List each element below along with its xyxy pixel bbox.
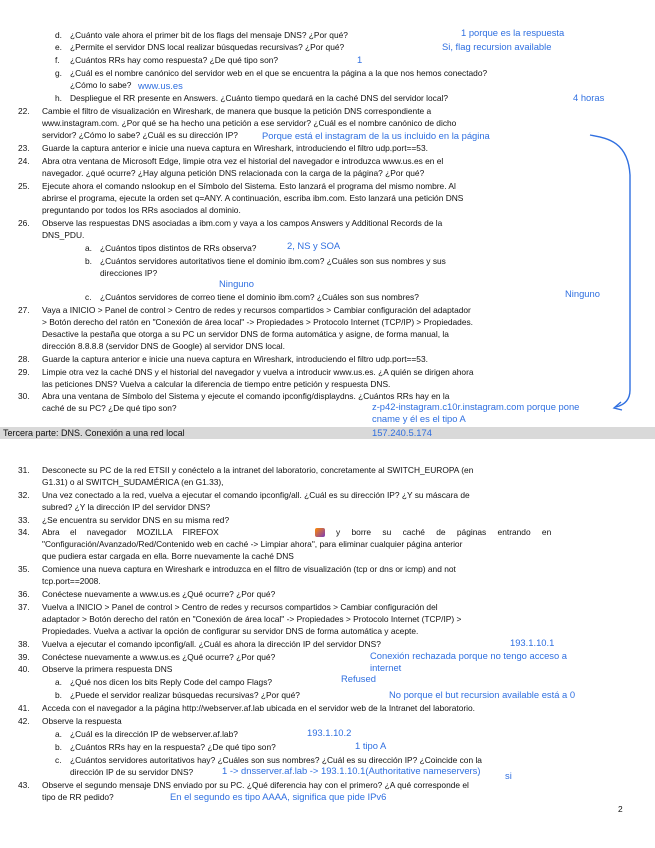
q27-line2: > Botón derecho del ratón en "Conexión de área local" -> Propiedades > Protocolo Internet (TCP/IP) > Propiedades. [42, 317, 474, 327]
q22-line3: servidor? ¿Cómo lo sabe? ¿Cuál es su dirección IP? [42, 130, 238, 140]
q42c-line1: ¿Cuántos servidores autoritativos hay? ¿Cuáles son sus nombres? ¿Cuál es su dirección IP? ¿Coincide con la [70, 755, 482, 765]
answer-q30-line2: cname y él es el tipo A [372, 413, 466, 424]
q24-line2: navegador. ¿qué ocurre? ¿Hay alguna petición DNS relacionada con la carga de la página? ¿Por qué? [42, 168, 425, 178]
answer-q39-line1: Conexión rechazada porque no tengo acceso a [370, 650, 568, 661]
q27-line1: Vaya a INICIO > Panel de control > Centro de redes y recursos compartidos > Cambiar configuración del adaptador [42, 305, 471, 315]
q32-line2: subred? ¿Y la dirección IP del servidor DNS? [42, 502, 211, 512]
q24-num: 24. [18, 156, 30, 166]
q26b-line1: ¿Cuántos servidores autoritativos tiene el dominio ibm.com? ¿Cuáles son sus nombres y sus [100, 256, 446, 266]
q43-num: 43. [18, 780, 30, 790]
q40a-label: a. [55, 677, 62, 687]
q26a-text: ¿Cuántos tipos distintos de RRs observa? [100, 243, 257, 253]
q26b-line2: direcciones IP? [100, 268, 158, 278]
q28-num: 28. [18, 354, 30, 364]
q33-text: ¿Se encuentra su servidor DNS en su misma red? [42, 515, 230, 525]
q22-line2: www.instagram.com. ¿Por qué se ha hecho una petición a ese servidor? ¿Cuál es el nombre canónico de dicho [42, 118, 457, 128]
q37-line2: adaptador > Botón derecho del ratón en "Conexión de área local" -> Propiedades > Protocolo Internet (TCP/IP) > [42, 614, 462, 624]
q28-text: Guarde la captura anterior e inicie una nueva captura en Wireshark, introduciendo el filtro udp.port==53. [42, 354, 428, 364]
q27-line4: dirección 8.8.8.8 (servidor DNS de Google) al servidor DNS local. [42, 341, 285, 351]
q42c-line2: dirección IP de su servidor DNS? [70, 767, 194, 777]
answer-h: 4 horas [573, 92, 605, 103]
answer-d: 1 porque es la respuesta [461, 27, 565, 38]
item-h-label: h. [55, 93, 62, 103]
answer-q26a: 2, NS y SOA [287, 240, 341, 251]
q37-num: 37. [18, 602, 30, 612]
q29-num: 29. [18, 367, 30, 377]
q42a-label: a. [55, 729, 62, 739]
q32-num: 32. [18, 490, 30, 500]
q40b-text: ¿Puede el servidor realizar búsquedas recursivas? ¿Por qué? [70, 690, 300, 700]
q24-line1: Abra otra ventana de Microsoft Edge, limpie otra vez el historial del navegador e introduzca www.us.es en el [42, 156, 444, 166]
q26c-label: c. [85, 292, 92, 302]
answer-q22: Porque está el instagram de la us incluido en la página [262, 130, 490, 141]
item-h-text: Despliegue el RR presente en Answers. ¿Cuánto tiempo quedará en la caché DNS del servidor local? [70, 93, 449, 103]
q40b-label: b. [55, 690, 62, 700]
q30-line2: caché de su PC? ¿De qué tipo son? [42, 403, 177, 413]
answer-g: www.us.es [138, 80, 183, 91]
q26c-text: ¿Cuántos servidores de correo tiene el dominio ibm.com? ¿Cuáles son sus nombres? [100, 292, 419, 302]
q35-line1: Comience una nueva captura en Wireshark e introduzca en el filtro de visualización (tcp or dns or icmp) and not [42, 564, 456, 574]
q26b-label: b. [85, 256, 92, 266]
answer-e: Si, flag recursion available [442, 41, 552, 52]
q29-line1: Limpie otra vez la caché DNS y el historial del navegador y vuelva a introducir www.us.es. ¿A quién se dirigen ahora [42, 367, 474, 377]
q22-line1: Cambie el filtro de visualización en Wireshark, de manera que busque la petición DNS correspondiente a [42, 106, 432, 116]
q25-line2: abrirse el programa, ejecute la orden set q=ANY. A continuación, escriba ibm.com. Esto lanzará una petición DNS [42, 193, 464, 203]
q22-num: 22. [18, 106, 30, 116]
q41-text: Acceda con el navegador a la página http://webserver.af.lab ubicada en el servidor web de la Intranet del laboratorio. [42, 703, 475, 713]
answer-q40b: No porque el but recursion available está a 0 [389, 689, 576, 700]
answer-q43: En el segundo es tipo AAAA, significa que pide IPv6 [170, 791, 387, 802]
q40-text: Observe la primera respuesta DNS [42, 664, 173, 674]
section-title: Tercera parte: DNS. Conexión a una red local [3, 428, 185, 438]
q25-line3: preguntando por todos los RRs asociados al dominio. [42, 205, 241, 215]
item-d-label: d. [55, 30, 62, 40]
q32-line1: Una vez conectado a la red, vuelva a ejecutar el comando ipconfig/all. ¿Cuál es su dirección IP? ¿Y su máscara de [42, 490, 470, 500]
item-f-text: ¿Cuántos RRs hay como respuesta? ¿De qué tipo son? [70, 55, 279, 65]
firefox-icon [315, 527, 325, 538]
q42-text: Observe la respuesta [42, 716, 122, 726]
q26-line1: Observe las respuestas DNS asociadas a ibm.com y vaya a los campos Answers y Additional Records de la [42, 218, 443, 228]
answer-q30-ip: 157.240.5.174 [372, 427, 432, 438]
q38-text: Vuelva a ejecutar el comando ipconfig/all. ¿Cuál es ahora la dirección IP del servidor DNS? [42, 639, 381, 649]
q43-line1: Observe el segundo mensaje DNS enviado por su PC. ¿Qué diferencia hay con el primero? ¿A qué corresponde el [42, 780, 469, 790]
q23-num: 23. [18, 143, 30, 153]
q26-num: 26. [18, 218, 30, 228]
q31-line1: Desconecte su PC de la red ETSII y conéctelo a la intranet del laboratorio, concretamente al SWITCH_EUROPA (en [42, 465, 474, 475]
q30-line1: Abra una ventana de Símbolo del Sistema y ejecute el comando ipconfig/displaydns. ¿Cuántos RRs hay en la [42, 391, 450, 401]
item-f-label: f. [55, 55, 60, 65]
item-e-text: ¿Permite el servidor DNS local realizar búsquedas recursivas? ¿Por qué? [70, 42, 345, 52]
q34-num: 34. [18, 527, 30, 537]
q42-num: 42. [18, 716, 30, 726]
q26-line2: DNS_PDU. [42, 230, 85, 240]
q39-text: Conéctese nuevamente a www.us.es ¿Qué ocurre? ¿Por qué? [42, 652, 276, 662]
q42a-text: ¿Cuál es la dirección IP de webserver.af.lab? [70, 729, 238, 739]
q31-line2: G1.31) o al SWITCH_SUDAMÉRICA (en G1.33), [42, 477, 224, 487]
item-g-line2: ¿Cómo lo sabe? [70, 80, 132, 90]
q42c-label: c. [55, 755, 62, 765]
item-g-label: g. [55, 68, 62, 78]
answer-q26c: Ninguno [565, 288, 600, 299]
q36-text: Conéctese nuevamente a www.us.es ¿Qué ocurre? ¿Por qué? [42, 589, 276, 599]
q39-num: 39. [18, 652, 30, 662]
item-d-text: ¿Cuánto vale ahora el primer bit de los flags del mensaje DNS? ¿Por qué? [70, 30, 348, 40]
answer-q42a: 193.1.10.2 [307, 727, 352, 738]
q40a-text: ¿Qué nos dicen los bits Reply Code del campo Flags? [70, 677, 273, 687]
answer-f: 1 [357, 54, 363, 65]
q42b-text: ¿Cuántos RRs hay en la respuesta? ¿De qué tipo son? [70, 742, 276, 752]
q33-num: 33. [18, 515, 30, 525]
q34-line1a: Abra el navegador MOZILLA FIREFOX [42, 527, 219, 537]
q31-num: 31. [18, 465, 30, 475]
item-g-line1: ¿Cuál es el nombre canónico del servidor web en el que se encuentra la página a la que nos hemos conectado? [70, 68, 488, 78]
q35-num: 35. [18, 564, 30, 574]
q38-num: 38. [18, 639, 30, 649]
answer-q42c-si: si [505, 770, 512, 781]
q27-line3: Desactive la pestaña que otorga a su PC un servidor DNS de forma automática y asigne, de forma manual, la [42, 329, 449, 339]
q27-num: 27. [18, 305, 30, 315]
answer-q26b: Ninguno [219, 278, 254, 289]
answer-q39-line2: internet [370, 662, 402, 673]
q34-line3: que pudiera estar cargada en ella. Borre nuevamente la caché DNS [42, 551, 294, 561]
answer-q38: 193.1.10.1 [510, 637, 555, 648]
q25-num: 25. [18, 181, 30, 191]
q43-line2: tipo de RR pedido? [42, 792, 114, 802]
answer-q42c: 1 -> dnsserver.af.lab -> 193.1.10.1(Authoritative nameservers) [222, 765, 481, 776]
item-e-label: e. [55, 42, 62, 52]
answer-q42b: 1 tipo A [355, 740, 387, 751]
q42b-label: b. [55, 742, 62, 752]
q23-text: Guarde la captura anterior e inicie una nueva captura en Wireshark, introduciendo el filtro udp.port==53. [42, 143, 428, 153]
answer-q40a: Refused [341, 673, 376, 684]
q35-line2: tcp.port==2008. [42, 576, 101, 586]
q26a-label: a. [85, 243, 92, 253]
q29-line2: las peticiones DNS? Vuelva a calcular la diferencia de tiempo entre petición y respuesta DNS. [42, 379, 391, 389]
answer-q30-line1: z-p42-instagram.c10r.instagram.com porque pone [372, 401, 580, 412]
q37-line1: Vuelva a INICIO > Panel de control > Centro de redes y recursos compartidos > Cambiar configuración del [42, 602, 438, 612]
q37-line3: Propiedades. Vuelva a activar la opción de configurar su servidor DNS de forma automática y acepte. [42, 626, 419, 636]
q34-line2: "Configuración/Avanzado/Red/Contenido web en caché -> Limpiar ahora", para eliminar cualquier página anterior [42, 539, 463, 549]
q41-num: 41. [18, 703, 30, 713]
q40-num: 40. [18, 664, 30, 674]
q34-line1b: y borre su caché de páginas entrando en [336, 527, 552, 537]
page-number: 2 [618, 804, 623, 814]
q30-num: 30. [18, 391, 30, 401]
q36-num: 36. [18, 589, 30, 599]
q25-line1: Ejecute ahora el comando nslookup en el Símbolo del Sistema. Esto lanzará el programa del mismo nombre. Al [42, 181, 456, 191]
